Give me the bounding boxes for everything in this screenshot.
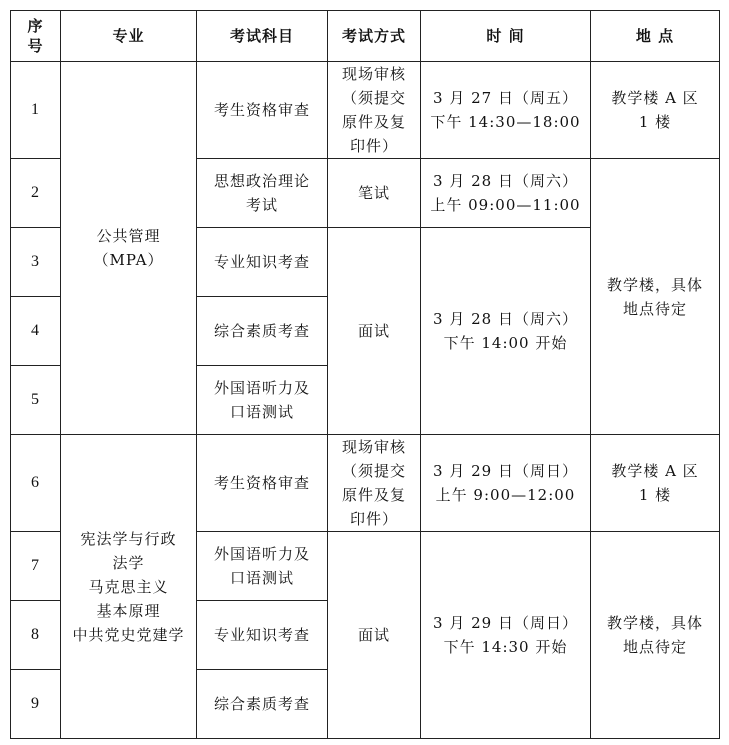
time-cell: 3 月 28 日（周六） 下午 14:00 开始 bbox=[421, 228, 591, 435]
method-cell: 现场审核 （须提交 原件及复 印件） bbox=[328, 62, 421, 159]
method-cell: 面试 bbox=[328, 228, 421, 435]
subject-cell: 考生资格审查 bbox=[197, 62, 328, 159]
time-cell: 3 月 27 日（周五） 下午 14:30—18:00 bbox=[421, 62, 591, 159]
place-cell: 教学楼 A 区 1 楼 bbox=[591, 62, 720, 159]
header-subject: 考试科目 bbox=[197, 11, 328, 62]
major-cell-law-marx: 宪法学与行政 法学 马克思主义 基本原理 中共党史党建学 bbox=[61, 435, 197, 739]
header-row bbox=[11, 11, 720, 62]
row-seq: 2 bbox=[11, 159, 61, 228]
time-cell: 3 月 28 日（周六） 上午 09:00—11:00 bbox=[421, 159, 591, 228]
major-cell-mpa: 公共管理 （MPA） bbox=[61, 62, 197, 435]
subject-cell: 外国语听力及 口语测试 bbox=[197, 532, 328, 601]
row-seq: 8 bbox=[11, 601, 61, 670]
header-method: 考试方式 bbox=[328, 11, 421, 62]
header-major: 专业 bbox=[61, 11, 197, 62]
place-cell: 教学楼，具体 地点待定 bbox=[591, 532, 720, 739]
subject-cell: 外国语听力及 口语测试 bbox=[197, 366, 328, 435]
header-seq: 序 号 bbox=[11, 11, 61, 62]
row-seq: 6 bbox=[11, 435, 61, 532]
row-seq: 1 bbox=[11, 62, 61, 159]
place-cell: 教学楼 A 区 1 楼 bbox=[591, 435, 720, 532]
exam-schedule-table bbox=[10, 10, 720, 739]
time-cell: 3 月 29 日（周日） 上午 9:00—12:00 bbox=[421, 435, 591, 532]
place-cell: 教学楼，具体 地点待定 bbox=[591, 159, 720, 435]
subject-cell: 专业知识考查 bbox=[197, 601, 328, 670]
table-row bbox=[11, 62, 720, 159]
subject-cell: 专业知识考查 bbox=[197, 228, 328, 297]
method-cell: 笔试 bbox=[328, 159, 421, 228]
subject-cell: 思想政治理论 考试 bbox=[197, 159, 328, 228]
subject-cell: 考生资格审查 bbox=[197, 435, 328, 532]
method-cell: 面试 bbox=[328, 532, 421, 739]
table-row bbox=[11, 435, 720, 532]
time-cell: 3 月 29 日（周日） 下午 14:30 开始 bbox=[421, 532, 591, 739]
row-seq: 3 bbox=[11, 228, 61, 297]
header-time: 时 间 bbox=[421, 11, 591, 62]
subject-cell: 综合素质考查 bbox=[197, 297, 328, 366]
row-seq: 4 bbox=[11, 297, 61, 366]
subject-cell: 综合素质考查 bbox=[197, 670, 328, 739]
method-cell: 现场审核 （须提交 原件及复 印件） bbox=[328, 435, 421, 532]
row-seq: 9 bbox=[11, 670, 61, 739]
row-seq: 7 bbox=[11, 532, 61, 601]
header-place: 地 点 bbox=[591, 11, 720, 62]
row-seq: 5 bbox=[11, 366, 61, 435]
